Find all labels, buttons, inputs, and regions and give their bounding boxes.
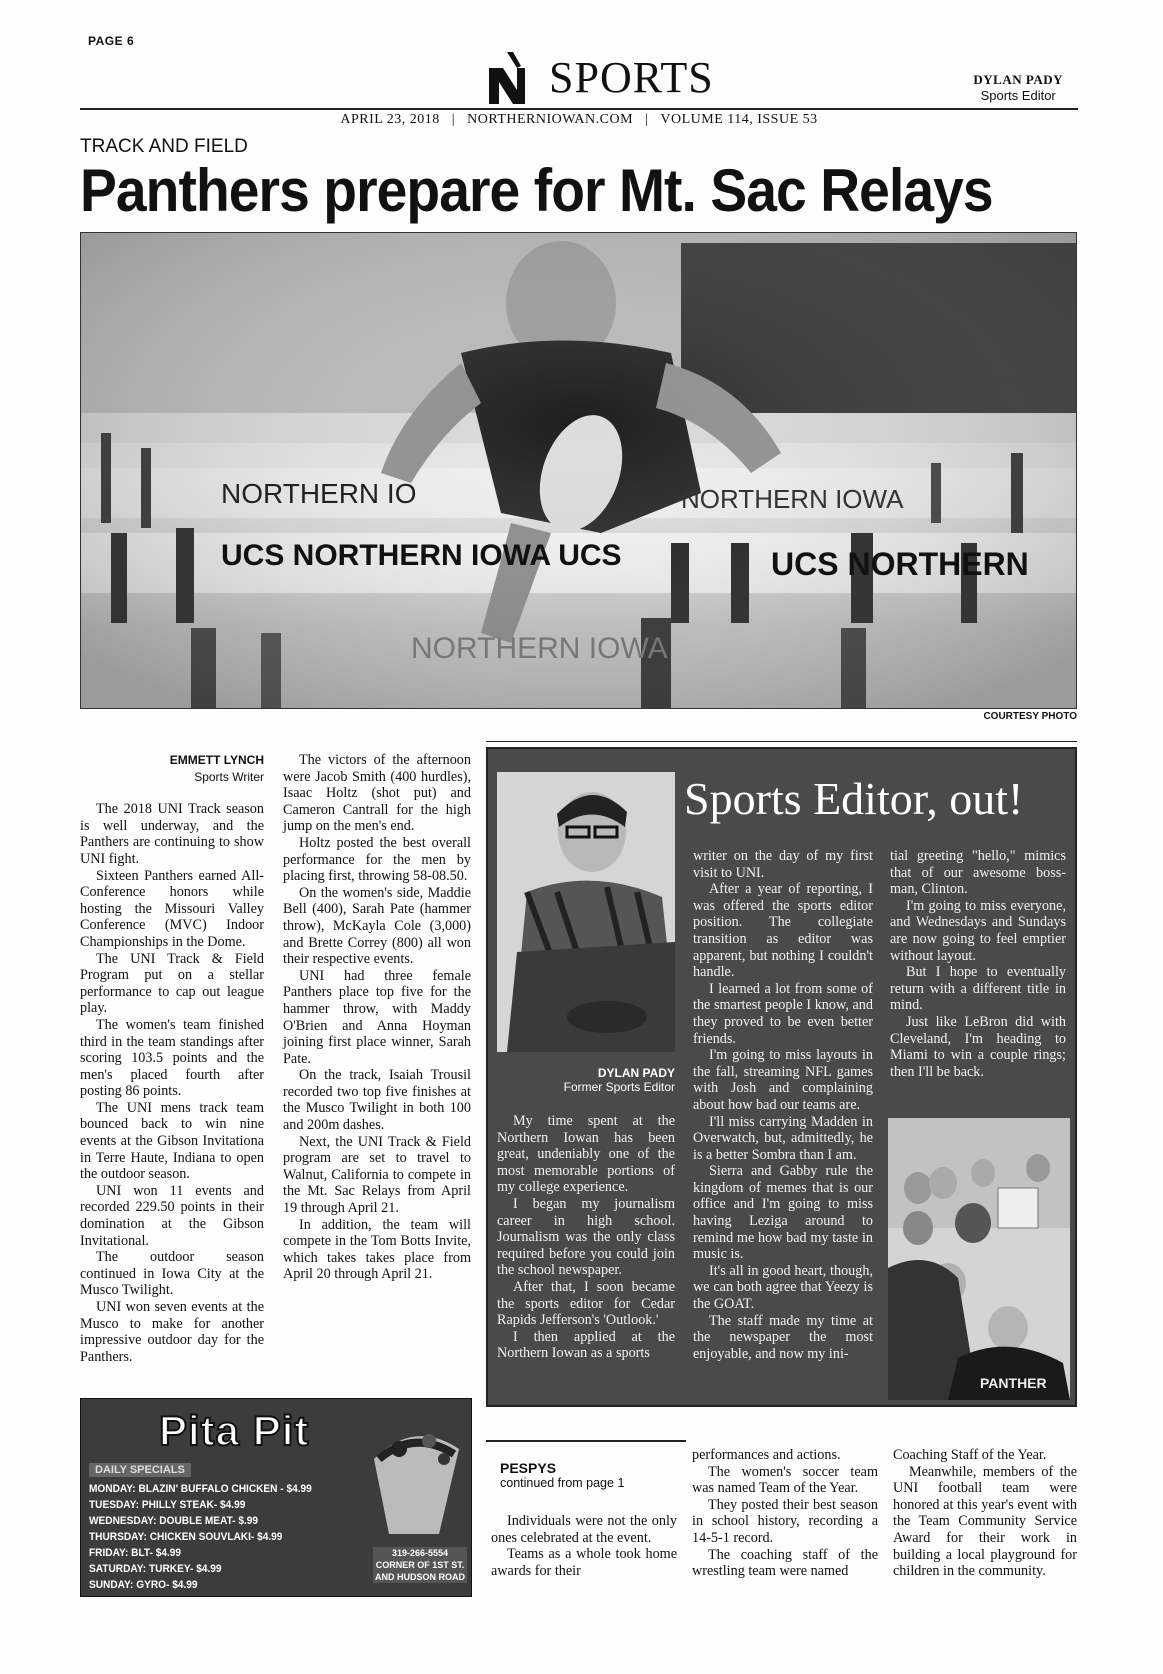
paragraph: The UNI mens track team bounced back to win nine events at the Gibson Invitationa in Terre Haute, Indiana to open the outdoor season. xyxy=(80,1099,264,1183)
dateline: APRIL 23, 2018 | NORTHERNIOWAN.COM | VOLUME 114, ISSUE 53 xyxy=(340,112,818,127)
editorial-col-3 xyxy=(890,848,1066,1080)
editorial-col-1 xyxy=(497,1113,675,1362)
photo-credit: COURTESY PHOTO xyxy=(983,711,1077,722)
paragraph: I'm going to miss everyone, and Wednesdays and Sundays are now going to feel emptier without layout. xyxy=(890,897,1066,964)
ad-special: THURSDAY: CHICKEN SOUVLAKI- $4.99 xyxy=(89,1531,283,1543)
paragraph: They posted their best season in school history, recording a 14-5-1 record. xyxy=(692,1496,878,1546)
paragraph: I'm going to miss layouts in the fall, streaming NFL games with Josh and complaining about how bad our teams are. xyxy=(693,1047,873,1113)
ad-special: FRIDAY: BLT- $4.99 xyxy=(89,1547,182,1559)
paragraph: The staff made my time at the newspaper the most enjoyable, and now my ini- xyxy=(693,1312,873,1362)
paragraph: Next, the UNI Track & Field program are set to travel to Walnut, California to compete in the Mt. Sac Relays from April 19 through April 21. xyxy=(283,1133,471,1217)
paragraph: Meanwhile, members of the UNI football team were honored at this year's event with the Team Community Service Award for their work in building a local playground for children in the community. xyxy=(893,1463,1077,1580)
article-col-1 xyxy=(80,752,264,1365)
article-kicker: TRACK AND FIELD xyxy=(80,136,248,157)
ad-special: SATURDAY: TURKEY- $4.99 xyxy=(89,1563,222,1575)
paragraph: performances and actions. xyxy=(692,1447,841,1463)
paragraph: After that, I soon became the sports editor for Cedar Rapids Jefferson's 'Outlook.' xyxy=(497,1278,675,1329)
paragraph: Holtz posted the best overall performance for the men by placing first, throwing 58-08.50. xyxy=(283,834,471,885)
ad-special: WEDNESDAY: DOUBLE MEAT- $.99 xyxy=(89,1515,259,1527)
pespys-rule xyxy=(486,1440,686,1442)
pespys-col-2 xyxy=(692,1447,878,1580)
paragraph: Individuals were not the only ones celebrated at the event. xyxy=(491,1513,677,1546)
byline-role: Sports Writer xyxy=(194,769,264,784)
paragraph: Coaching Staff of the Year. xyxy=(893,1447,1047,1463)
paragraph: I began my journalism career in high school. Journalism was the only class required before you could join the school newspaper. xyxy=(497,1195,675,1279)
website: NORTHERNIOWAN.COM xyxy=(467,112,634,127)
paragraph: Teams as a whole took home awards for their xyxy=(491,1546,677,1579)
paragraph: tial greeting "hello," mimics that of our awesome boss-man, Clinton. xyxy=(890,848,1066,898)
paragraph: UNI had three female Panthers place top five for the hammer throw, with Maddy O'Brien and Anna Hoyman joining first place winner, Sarah Pate. xyxy=(283,967,471,1067)
paragraph: UNI won seven events at the Musco to make for another impressive outdoor day for the Panthers. xyxy=(80,1299,264,1365)
ad-special: MONDAY: BLAZIN' BUFFALO CHICKEN - $4.99 xyxy=(89,1483,312,1495)
paragraph: writer on the day of my first visit to UNI. xyxy=(693,848,873,881)
editorial-col-2 xyxy=(693,848,873,1362)
article-headline: Panthers prepare for Mt. Sac Relays xyxy=(80,157,993,224)
paragraph: Just like LeBron did with Cleveland, I'm heading to Miami to win a couple rings; then I'll be back. xyxy=(890,1013,1066,1080)
pespys-title: PESPYS xyxy=(500,1460,557,1476)
ad-contact xyxy=(373,1547,467,1583)
photo-sign-2: NORTHERN IOWA xyxy=(681,484,904,514)
paragraph: The women's soccer team was named Team of the Year. xyxy=(692,1463,878,1497)
paragraph: The 2018 UNI Track season is well underway, and the Panthers are continuing to show UNI fight. xyxy=(80,801,264,867)
paragraph: I then applied at the Northern Iowan as a sports xyxy=(497,1328,675,1362)
pespys-continued: continued from page 1 xyxy=(500,1476,625,1490)
section-editor xyxy=(973,72,1063,103)
article-col-2 xyxy=(283,752,471,1283)
pespys-col-1 xyxy=(491,1513,677,1579)
article-byline xyxy=(80,752,264,785)
editorial-byline-role: Former Sports Editor xyxy=(563,1080,675,1094)
ad-special: TUESDAY: PHILLY STEAK- $4.99 xyxy=(89,1499,246,1511)
paragraph: In addition, the team will compete in the Tom Botts Invite, which takes takes place from April 20 through April 21. xyxy=(283,1216,471,1283)
paragraph: But I hope to eventually return with a different title in mind. xyxy=(890,964,1066,1014)
paragraph: It's all in good heart, though, we can both agree that Yeezy is the GOAT. xyxy=(693,1262,873,1313)
editorial-headline: Sports Editor, out! xyxy=(684,773,1024,824)
paragraph: UNI won 11 events and recorded 229.50 points in their domination at the Gibson Invitational. xyxy=(80,1182,264,1249)
ad-phone: 319-266-5554 xyxy=(391,1548,449,1558)
n-logo-icon xyxy=(487,52,531,104)
ad-special: SUNDAY: GYRO- $4.99 xyxy=(89,1579,198,1591)
ad-address-2: AND HUDSON ROAD xyxy=(375,1572,465,1582)
pita-wrap-icon xyxy=(359,1419,469,1539)
paragraph: Sixteen Panthers earned All-Conference honors while hosting the Missouri Valley Conference (MVC) Indoor Championships in the Dome. xyxy=(80,867,264,950)
paragraph: Sierra and Gabby rule the kingdom of memes that is our office and I'm going to miss having Leziga around to remind me how bad my taste in music is. xyxy=(693,1163,873,1263)
issue-date: APRIL 23, 2018 xyxy=(340,112,440,127)
editorial-top-rule xyxy=(486,741,1077,742)
masthead-rule xyxy=(80,108,1078,110)
pespys-col-3 xyxy=(893,1447,1077,1580)
paragraph: After a year of reporting, I was offered the sports editor position. The collegiate transition as editor was apparent, but nothing I couldn't handle. xyxy=(693,881,873,981)
paragraph: The outdoor season continued in Iowa City at the Musco Twilight. xyxy=(80,1249,264,1299)
paragraph: My time spent at the Northern Iowan has been great, undeniably one of the most memorable portions of my college experience. xyxy=(497,1113,675,1196)
paragraph: The UNI Track & Field Program put on a stellar performance to cap out league play. xyxy=(80,950,264,1017)
hurdler-photo xyxy=(80,232,1077,709)
ad-address-1: CORNER OF 1ST ST. xyxy=(375,1560,465,1570)
pespys-title-block xyxy=(500,1460,624,1490)
paragraph: The coaching staff of the wrestling team were named xyxy=(692,1546,878,1580)
volume-issue: VOLUME 114, ISSUE 53 xyxy=(660,112,818,127)
section-title: SPORTS xyxy=(549,53,714,102)
byline-name: EMMETT LYNCH xyxy=(169,753,264,767)
editorial-byline-name: DYLAN PADY xyxy=(597,1066,675,1080)
paragraph: On the women's side, Maddie Bell (400), Sarah Pate (hammer throw), McKayla Cole (3,000) and Brette Correy (800) all won their respective events. xyxy=(283,884,471,968)
paragraph: I learned a lot from some of the smartest people I know, and they proved to be even better friends. xyxy=(693,980,873,1047)
paragraph: On the track, Isaiah Trousil recorded two top five finishes at the Musco Twilight in both 100 and 200m dashes. xyxy=(283,1067,471,1134)
photo-sign-3: UCS NORTHERN IOWA UCS xyxy=(221,539,622,572)
editor-role: Sports Editor xyxy=(980,88,1056,103)
group-photo-shirt: PANTHER xyxy=(980,1375,1047,1391)
ad-specials-list xyxy=(89,1481,337,1593)
editorial-byline xyxy=(497,1066,675,1094)
paragraph: I'll miss carrying Madden in Overwatch, but, admittedly, he is a better Sombra than I am. xyxy=(693,1113,873,1163)
page-number: PAGE 6 xyxy=(88,34,135,48)
ad-brand: Pita Pit xyxy=(159,1407,310,1454)
staff-group-photo xyxy=(888,1118,1070,1400)
photo-sign-4: UCS NORTHERN xyxy=(771,546,1029,582)
paragraph: The victors of the afternoon were Jacob Smith (400 hurdles), Isaac Holtz (shot put) and Cameron Cantrall for the high jump on the men's end. xyxy=(283,752,471,835)
photo-sign-5: NORTHERN IOWA xyxy=(411,632,668,665)
pita-pit-ad[interactable] xyxy=(80,1398,472,1597)
ad-specials-label: DAILY SPECIALS xyxy=(89,1463,191,1477)
editor-portrait xyxy=(497,772,675,1052)
paragraph: The women's team finished third in the team standings after scoring 103.5 points and the men's placed fourth after posting 86 points. xyxy=(80,1016,264,1100)
editor-name: DYLAN PADY xyxy=(973,72,1063,87)
photo-sign-1: NORTHERN IO xyxy=(221,478,417,509)
